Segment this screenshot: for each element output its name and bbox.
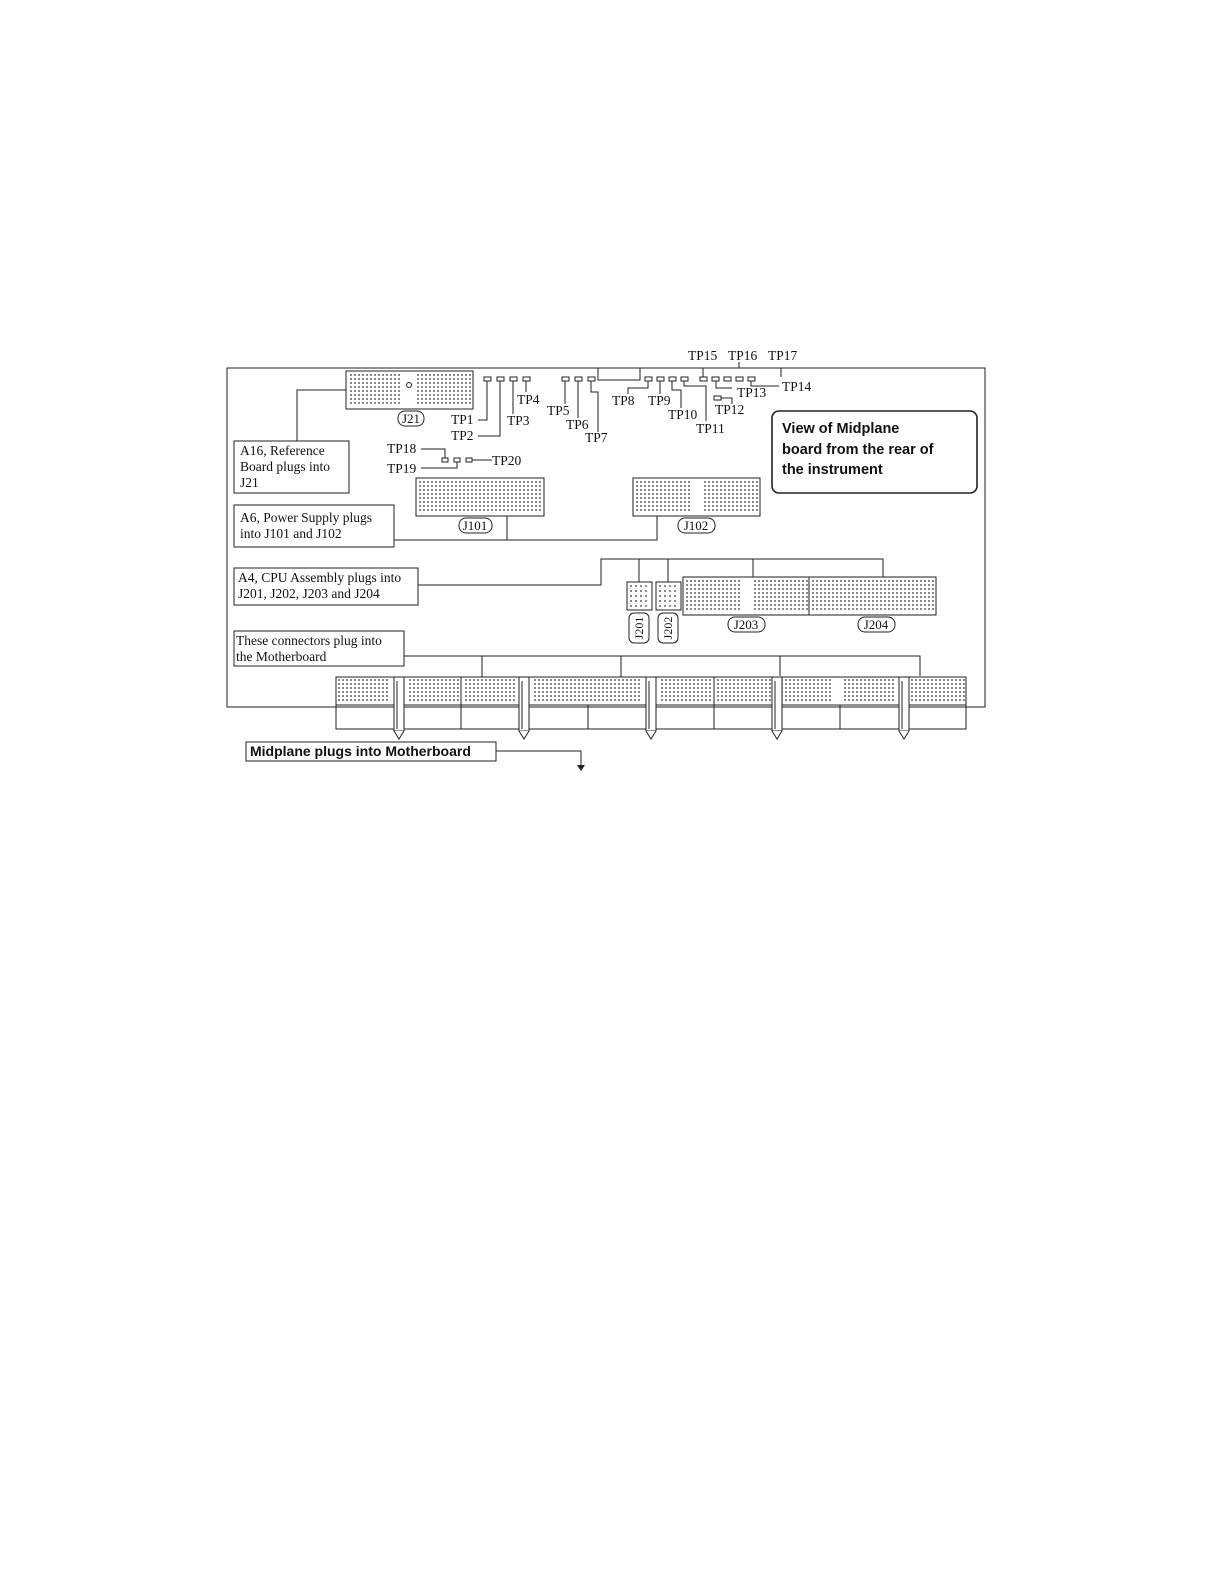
tp14-label: TP14 — [782, 379, 812, 394]
svg-text:J201, J202, J203 and J204 — [238, 586, 380, 601]
test-points-group-3 — [612, 377, 725, 436]
label-j21: J21 — [401, 411, 421, 426]
tp20-label: TP20 — [492, 453, 522, 468]
motherboard-connector-row — [336, 677, 966, 739]
svg-text:board from the rear of — [782, 442, 934, 458]
svg-text:into J101 and J102 — [240, 526, 342, 541]
a16-line-1: A16, Reference — [240, 443, 325, 458]
tp1-label: TP1 — [451, 412, 474, 427]
svg-text:A6, Power Supply plugs — [240, 510, 372, 525]
bottom-label: Midplane plugs into Motherboard — [250, 743, 471, 759]
svg-text:View of Midplane — [782, 421, 899, 437]
mb-line-1: These connectors plug into — [236, 633, 382, 648]
connector-j202 — [656, 582, 681, 643]
label-j202: J202 — [661, 616, 675, 640]
a6-line-2: into J101 and J102 — [240, 526, 342, 541]
label-j101: J101 — [462, 518, 488, 533]
tp3-label: TP3 — [507, 413, 530, 428]
tp4-label: TP4 — [517, 392, 540, 407]
tp18-label: TP18 — [387, 441, 417, 456]
a4-line-1: A4, CPU Assembly plugs into — [238, 570, 402, 585]
test-points-group-5 — [387, 441, 522, 476]
tp16-label: TP16 — [728, 348, 758, 363]
svg-text:These connectors plug into — [236, 633, 382, 648]
svg-text:A16, Reference — [240, 443, 325, 458]
title-box — [772, 411, 977, 493]
callout-motherboard — [234, 631, 920, 680]
tp12-label: TP12 — [715, 402, 745, 417]
mb-line-2: the Motherboard — [236, 649, 327, 664]
svg-text:the instrument — [782, 462, 883, 478]
connector-j203 — [683, 577, 810, 632]
test-points-group-2 — [547, 377, 608, 445]
title-line-3: the instrument — [782, 462, 883, 478]
tp19-label: TP19 — [387, 461, 417, 476]
svg-text:A4, CPU Assembly plugs into — [238, 570, 401, 585]
label-j201: J201 — [632, 616, 646, 640]
tp6-label: TP6 — [566, 417, 589, 432]
tp17-label: TP17 — [768, 348, 798, 363]
tp10-label: TP10 — [668, 407, 698, 422]
tp13-label: TP13 — [737, 385, 767, 400]
tp15-label: TP15 — [688, 348, 718, 363]
a16-line-2: Board plugs into — [240, 459, 330, 474]
label-j203: J203 — [733, 617, 759, 632]
connector-j101 — [416, 478, 544, 533]
connector-j204 — [809, 577, 936, 632]
a4-line-2: J201, J202, J203 and J204 — [238, 586, 380, 601]
a6-line-1: A6, Power Supply plugs — [240, 510, 373, 525]
svg-text:J21 — [240, 475, 259, 490]
label-j204: J204 — [863, 617, 889, 632]
tp7-label: TP7 — [585, 430, 608, 445]
tp5-label: TP5 — [547, 403, 570, 418]
bottom-callout — [246, 742, 585, 771]
title-line-2: board from the rear of — [782, 442, 934, 458]
tp8-label: TP8 — [612, 393, 635, 408]
connector-j102 — [633, 478, 760, 533]
a16-line-3: J21 — [240, 475, 259, 490]
label-j102: J102 — [683, 518, 709, 533]
tp2-label: TP2 — [451, 428, 474, 443]
tp9-label: TP9 — [648, 393, 671, 408]
connector-j201 — [627, 582, 652, 643]
tp11-label: TP11 — [696, 421, 725, 436]
title-line-1: View of Midplane — [782, 421, 900, 437]
callout-a16 — [234, 390, 349, 493]
svg-text:the Motherboard — [236, 649, 327, 664]
svg-text:Board plugs into — [240, 459, 330, 474]
test-points-group-4 — [688, 348, 812, 417]
